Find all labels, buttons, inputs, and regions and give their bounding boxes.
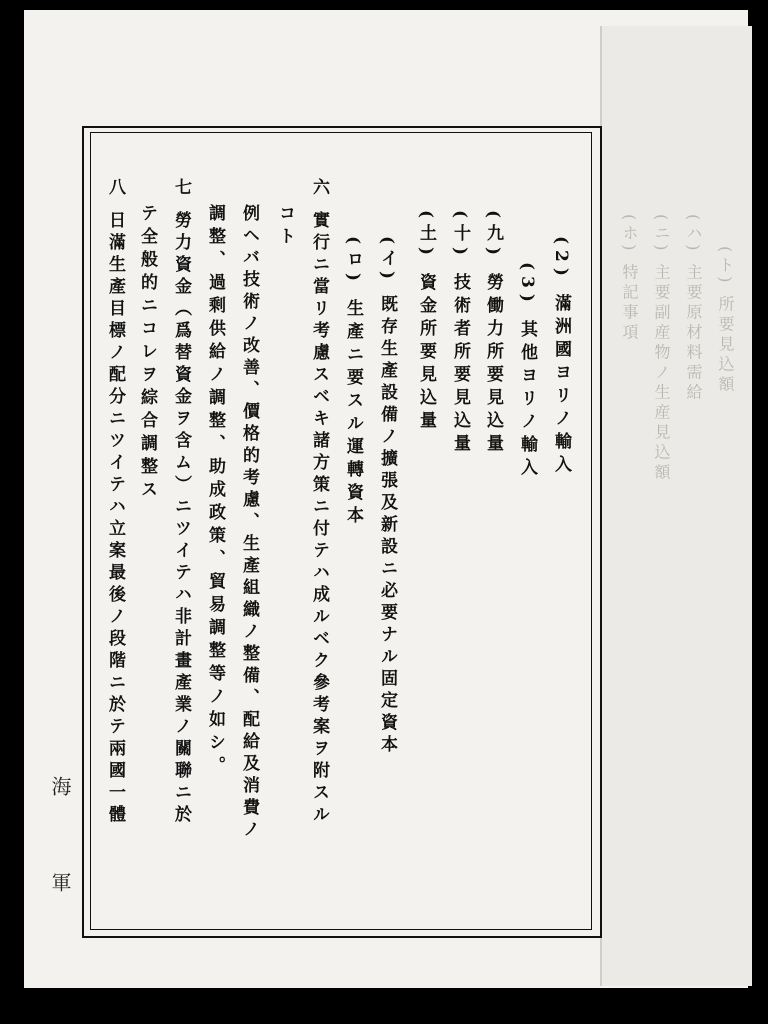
facing-page — [600, 26, 752, 986]
text-column: (イ) 既存生產設備ノ擴張及新設ニ必要ナル固定資本 — [377, 236, 397, 758]
margin-text: 軍 — [48, 872, 72, 892]
facing-page-line: (ハ) 主要原材料需給 — [684, 214, 703, 404]
facing-page-line: (ホ) 特記事項 — [620, 214, 639, 344]
text-column: (九) 勞働力所要見込量 — [483, 210, 503, 458]
text-column: 調整、過剩供給ノ調整、助成政策、貿易調整等ノ如シ。 — [205, 204, 225, 779]
text-column: (3) 其他ヨリノ輸入 — [517, 262, 537, 481]
text-column: テ全般的ニコレヲ綜合調整ス — [137, 204, 157, 503]
text-column: (土) 資金所要見込量 — [416, 210, 436, 435]
margin-text: 海 — [48, 776, 72, 796]
text-column: (ロ) 生產ニ要スル運轉資本 — [343, 236, 363, 530]
text-column: (2) 滿洲國ヨリノ輸入 — [551, 236, 571, 478]
text-column: 六 實行ニ當リ考慮スベキ諸方策ニ付テハ成ルベク參考案ヲ附スル — [309, 178, 329, 827]
text-column: 七 勞力資金（爲替資金ヲ含ム）ニツイテハ非計畫產業ノ關聯ニ於 — [171, 178, 191, 827]
text-column: 例ヘバ技術ノ改善、價格的考慮、生產組織ノ整備、配給及消費ノ — [239, 204, 259, 842]
facing-page-line: (ト) 所要見込額 — [716, 246, 735, 396]
text-column: 八 日滿生產目標ノ配分ニツイテハ立案最後ノ段階ニ於テ兩國一體 — [105, 178, 125, 827]
facing-page-line: (ニ) 主要副産物ノ生産見込額 — [652, 214, 671, 484]
text-frame-inner — [90, 132, 592, 930]
text-column: (十) 技術者所要見込量 — [450, 210, 470, 458]
text-column: コト — [275, 204, 295, 250]
